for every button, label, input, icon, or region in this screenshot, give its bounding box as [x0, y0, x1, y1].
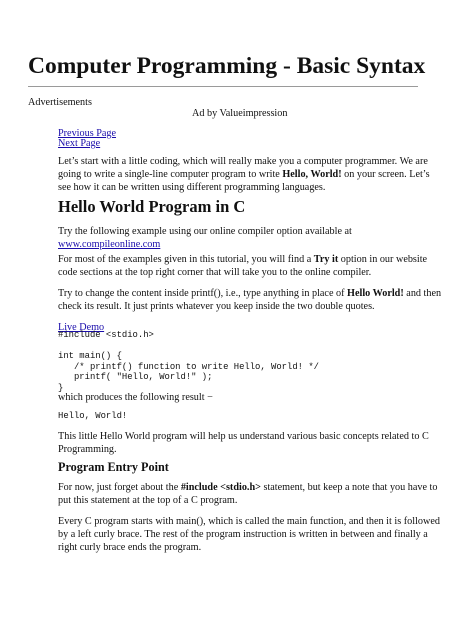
intro-line-3: see how it can be written using different programming languages.	[58, 182, 326, 194]
hello-world-bold: Hello, World!	[282, 169, 342, 181]
compiler-paragraph: Try the following example using our online compiler option available at www.compileonline.com	[58, 226, 352, 251]
try-it-bold: Try it	[313, 254, 339, 265]
next-page-link[interactable]: Next Page	[58, 138, 101, 149]
code-block: #include <stdio.h> int main() { /* printf() function to write Hello, World! */ printf( "Hello, World!" ); }	[58, 330, 319, 393]
advertisements-label: Advertisements	[28, 97, 92, 108]
hello-world-bang-bold: Hello World!	[347, 288, 404, 299]
intro-line-1: Let’s start with a little coding, which will really make you a computer programmer. We are	[58, 156, 428, 167]
page-title: Computer Programming - Basic Syntax	[28, 53, 426, 79]
hello-world-explanation-paragraph: This little Hello World program will help us understand various basic concepts related to C Programming.	[58, 431, 429, 456]
include-paragraph: For now, just forget about the #include <stdio.h> statement, but keep a note that you have to put this statement at the top of a C program.	[58, 482, 438, 507]
produces-text: which produces the following result −	[58, 392, 213, 403]
include-stdio-bold: #include <stdio.h>	[180, 482, 261, 493]
output-block: Hello, World!	[58, 411, 128, 421]
main-function-paragraph: Every C program starts with main(), which is called the main function, and then it is followed by a left curly brace. The rest of the program instruction is written in between and finally a right curly brace ends the program.	[58, 516, 440, 554]
title-divider	[28, 86, 418, 87]
change-content-paragraph: Try to change the content inside printf(), i.e., type anything in place of Hello World! and then check its result. It just prints whatever you keep inside the two double quotes.	[58, 288, 442, 313]
intro-line-2: going to write a single-line computer program to write Hello, World! on your screen. Let’s	[58, 169, 430, 181]
previous-page-link[interactable]: Previous Page	[58, 128, 117, 139]
intro-paragraph	[58, 155, 428, 195]
compileonline-link[interactable]: www.compileonline.com	[58, 239, 161, 251]
section-heading-hello-world: Hello World Program in C	[58, 197, 246, 216]
live-demo-link[interactable]: Live Demo	[58, 322, 105, 333]
section-heading-entry-point: Program Entry Point	[58, 460, 169, 474]
ad-attribution: Ad by Valueimpression	[192, 108, 288, 119]
examples-paragraph: For most of the examples given in this tutorial, you will find a Try it option in our website code sections at the top right corner that will take you to the online compiler.	[58, 254, 428, 279]
